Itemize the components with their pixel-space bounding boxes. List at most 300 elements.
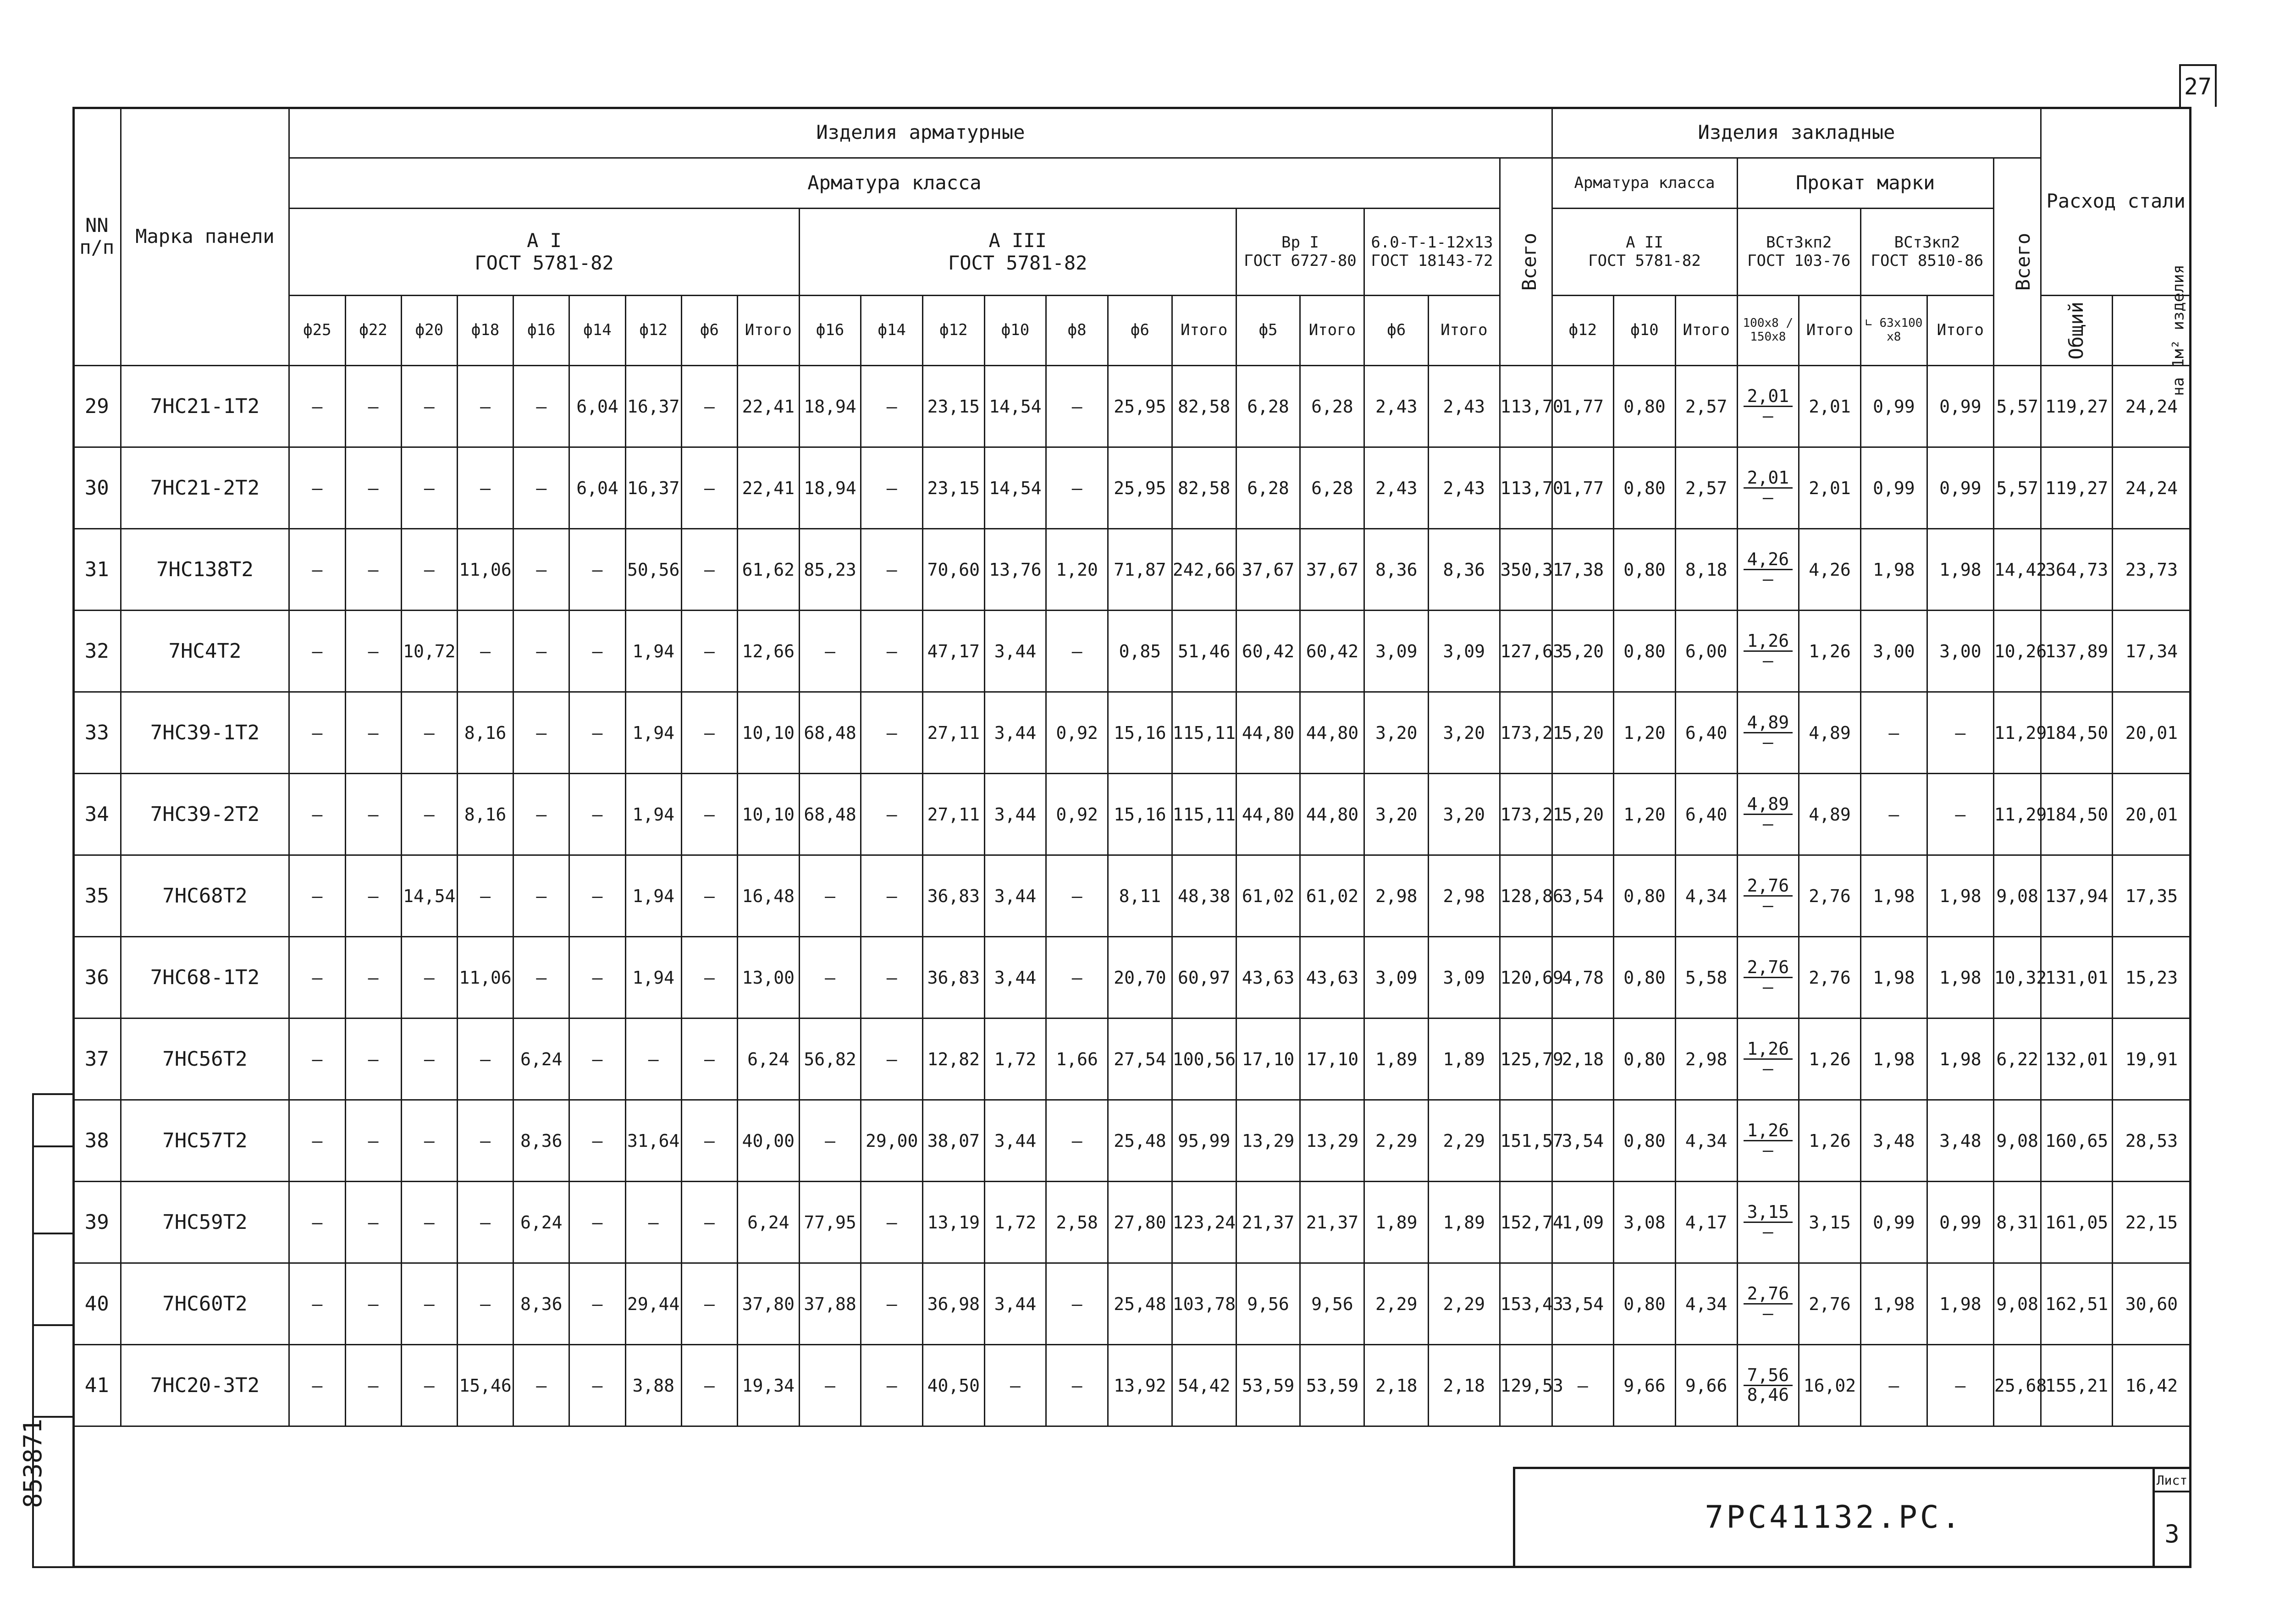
table-cell: 3,44 bbox=[984, 1100, 1046, 1182]
table-cell: 37,67 bbox=[1300, 529, 1364, 611]
table-cell: 3,44 bbox=[984, 611, 1046, 692]
table-cell: 3,00 bbox=[1860, 611, 1927, 692]
table-cell: 16,42 bbox=[2112, 1345, 2191, 1426]
table-cell: 95,99 bbox=[1172, 1100, 1236, 1182]
table-cell: 113,70 bbox=[1500, 366, 1552, 447]
table-cell: — bbox=[799, 1100, 861, 1182]
table-cell: 0,80 bbox=[1614, 1018, 1676, 1100]
table-cell: 7НС59Т2 bbox=[121, 1182, 289, 1263]
table-cell: — bbox=[289, 611, 345, 692]
table-cell: — bbox=[345, 1345, 401, 1426]
table-cell: 40,50 bbox=[923, 1345, 985, 1426]
table-cell: 37,88 bbox=[799, 1263, 861, 1345]
prokat-bottom: — bbox=[1762, 977, 1773, 997]
table-cell: 7НС21-1Т2 bbox=[121, 366, 289, 447]
table-cell: — bbox=[681, 447, 737, 529]
header-itogo: Итого bbox=[1300, 296, 1364, 366]
table-cell: 4,17 bbox=[1675, 1182, 1737, 1263]
header-dia: ф8 bbox=[1046, 296, 1108, 366]
table-cell: 10,10 bbox=[738, 774, 800, 855]
table-cell: 3,54 bbox=[1552, 1100, 1614, 1182]
table-cell: 5,57 bbox=[1993, 447, 2041, 529]
table-cell: — bbox=[861, 366, 923, 447]
table-cell: 128,86 bbox=[1500, 855, 1552, 937]
prokat-bottom: — bbox=[1762, 569, 1773, 589]
table-cell: 82,58 bbox=[1172, 447, 1236, 529]
table-cell: 7НС20-3Т2 bbox=[121, 1345, 289, 1426]
table-cell: — bbox=[799, 855, 861, 937]
table-cell: 6,00 bbox=[1675, 611, 1737, 692]
table-cell: — bbox=[401, 774, 457, 855]
table-cell: 36,83 bbox=[923, 937, 985, 1018]
table-cell: — bbox=[681, 1100, 737, 1182]
header-itogo: Итого bbox=[738, 296, 800, 366]
header-nn: NN п/п bbox=[73, 108, 121, 366]
table-cell: 68,48 bbox=[799, 692, 861, 774]
table-cell: — bbox=[289, 937, 345, 1018]
table-cell: — bbox=[569, 774, 625, 855]
table-row bbox=[73, 937, 2191, 1018]
prokat-bottom: — bbox=[1762, 406, 1773, 426]
table-cell: 6,28 bbox=[1300, 366, 1364, 447]
table-cell: 15,23 bbox=[2112, 937, 2191, 1018]
table-cell: 70,60 bbox=[923, 529, 985, 611]
table-cell: 7НС4Т2 bbox=[121, 611, 289, 692]
table-cell: 2,43 bbox=[1429, 366, 1500, 447]
table-cell: 0,99 bbox=[1860, 366, 1927, 447]
table-cell: — bbox=[861, 774, 923, 855]
table-cell: 6,24 bbox=[738, 1182, 800, 1263]
table-cell: 9,08 bbox=[1993, 855, 2041, 937]
table-cell: 10,32 bbox=[1993, 937, 2041, 1018]
table-cell: 18,94 bbox=[799, 366, 861, 447]
table-cell: — bbox=[289, 1345, 345, 1426]
table-cell: 7НС39-1Т2 bbox=[121, 692, 289, 774]
table-cell: 0,80 bbox=[1614, 1263, 1676, 1345]
table-cell: — bbox=[799, 611, 861, 692]
header-obshiy: Общий bbox=[2041, 296, 2112, 366]
table-cell: 3,44 bbox=[984, 937, 1046, 1018]
table-cell: — bbox=[681, 1345, 737, 1426]
table-cell: 6,04 bbox=[569, 447, 625, 529]
table-cell: 161,05 bbox=[2041, 1182, 2112, 1263]
table-cell: 3,48 bbox=[1927, 1100, 1993, 1182]
table-cell: — bbox=[513, 366, 569, 447]
table-cell: 242,66 bbox=[1172, 529, 1236, 611]
table-cell: 184,50 bbox=[2041, 774, 2112, 855]
table-cell: 85,23 bbox=[799, 529, 861, 611]
table-cell: 2,29 bbox=[1364, 1263, 1429, 1345]
table-cell: 77,95 bbox=[799, 1182, 861, 1263]
table-cell: 54,42 bbox=[1172, 1345, 1236, 1426]
table-cell: 7НС57Т2 bbox=[121, 1100, 289, 1182]
table-cell: 115,11 bbox=[1172, 692, 1236, 774]
table-cell: 7НС39-2Т2 bbox=[121, 774, 289, 855]
prokat-fraction-cell bbox=[1737, 1018, 1799, 1100]
table-cell: 5,58 bbox=[1675, 937, 1737, 1018]
table-cell: 1,26 bbox=[1799, 1018, 1861, 1100]
table-cell: 151,57 bbox=[1500, 1100, 1552, 1182]
table-cell: 7НС56Т2 bbox=[121, 1018, 289, 1100]
table-cell: — bbox=[401, 692, 457, 774]
table-row bbox=[73, 1100, 2191, 1182]
table-cell: 27,54 bbox=[1108, 1018, 1172, 1100]
table-cell: 3,15 bbox=[1799, 1182, 1861, 1263]
table-cell: 43,63 bbox=[1300, 937, 1364, 1018]
table-cell: 1,20 bbox=[1046, 529, 1108, 611]
table-cell: 27,11 bbox=[923, 692, 985, 774]
header-dia: ф5 bbox=[1236, 296, 1300, 366]
prokat-top: 1,26 bbox=[1744, 1122, 1793, 1141]
table-cell: 28,53 bbox=[2112, 1100, 2191, 1182]
table-cell: 11,29 bbox=[1993, 692, 2041, 774]
table-cell: 0,85 bbox=[1108, 611, 1172, 692]
table-cell: — bbox=[289, 774, 345, 855]
table-cell: 15,46 bbox=[457, 1345, 513, 1426]
table-cell: 2,29 bbox=[1429, 1263, 1500, 1345]
table-cell: 23,73 bbox=[2112, 529, 2191, 611]
table-cell: — bbox=[345, 937, 401, 1018]
header-dia: ф12 bbox=[1552, 296, 1614, 366]
table-cell: 3,20 bbox=[1429, 692, 1500, 774]
prokat-bottom: — bbox=[1762, 1303, 1773, 1323]
table-cell: 19,91 bbox=[2112, 1018, 2191, 1100]
table-cell: — bbox=[401, 366, 457, 447]
table-cell: — bbox=[569, 529, 625, 611]
prokat-bottom: — bbox=[1762, 814, 1773, 834]
table-cell: 1,94 bbox=[625, 937, 681, 1018]
table-cell: 6,28 bbox=[1236, 447, 1300, 529]
header-itogo: Итого bbox=[1927, 296, 1993, 366]
header-t6: 6.0-Т-1-12x13 ГОСТ 18143-72 bbox=[1364, 209, 1500, 296]
table-cell: 115,11 bbox=[1172, 774, 1236, 855]
table-cell: 13,29 bbox=[1300, 1100, 1364, 1182]
table-cell: 1,94 bbox=[625, 692, 681, 774]
empty-table-area bbox=[72, 1402, 2191, 1466]
prokat-fraction-cell bbox=[1737, 1182, 1799, 1263]
table-cell: 3,09 bbox=[1364, 611, 1429, 692]
table-cell: 125,79 bbox=[1500, 1018, 1552, 1100]
table-cell: 1,89 bbox=[1364, 1018, 1429, 1100]
table-cell: — bbox=[513, 774, 569, 855]
table-cell: 31,64 bbox=[625, 1100, 681, 1182]
table-cell: 3,09 bbox=[1429, 937, 1500, 1018]
table-cell: 0,99 bbox=[1860, 1182, 1927, 1263]
table-cell: 11,06 bbox=[457, 937, 513, 1018]
table-cell: — bbox=[513, 611, 569, 692]
table-cell: 22,15 bbox=[2112, 1182, 2191, 1263]
table-cell: 4,26 bbox=[1799, 529, 1861, 611]
prokat-top: 1,26 bbox=[1744, 1040, 1793, 1060]
header-a1: A I ГОСТ 5781-82 bbox=[289, 209, 799, 296]
table-cell: 131,01 bbox=[2041, 937, 2112, 1018]
header-dia: ф6 bbox=[1108, 296, 1172, 366]
table-cell: 41 bbox=[73, 1345, 121, 1426]
header-dia: ф20 bbox=[401, 296, 457, 366]
table-cell: 16,37 bbox=[625, 447, 681, 529]
table-cell: 1,98 bbox=[1927, 855, 1993, 937]
table-cell: 0,80 bbox=[1614, 611, 1676, 692]
table-cell: 1,89 bbox=[1429, 1018, 1500, 1100]
table-cell: — bbox=[1927, 774, 1993, 855]
table-cell: — bbox=[681, 1263, 737, 1345]
table-cell: 37,80 bbox=[738, 1263, 800, 1345]
table-cell: 0,80 bbox=[1614, 937, 1676, 1018]
table-cell: — bbox=[681, 692, 737, 774]
table-cell: 8,16 bbox=[457, 774, 513, 855]
table-cell: — bbox=[984, 1345, 1046, 1426]
table-cell: — bbox=[569, 611, 625, 692]
prokat-top: 2,76 bbox=[1744, 1285, 1793, 1305]
table-cell: 120,69 bbox=[1500, 937, 1552, 1018]
table-cell: — bbox=[289, 855, 345, 937]
table-cell: 7НС21-2Т2 bbox=[121, 447, 289, 529]
table-cell: 33 bbox=[73, 692, 121, 774]
table-cell: 132,01 bbox=[2041, 1018, 2112, 1100]
table-cell: 152,74 bbox=[1500, 1182, 1552, 1263]
table-cell: — bbox=[401, 1182, 457, 1263]
table-cell: — bbox=[569, 1182, 625, 1263]
table-cell: — bbox=[289, 1182, 345, 1263]
table-cell: 2,76 bbox=[1799, 937, 1861, 1018]
header-dia: ф16 bbox=[513, 296, 569, 366]
table-cell: 36 bbox=[73, 937, 121, 1018]
table-cell: 11,06 bbox=[457, 529, 513, 611]
table-cell: 24,24 bbox=[2112, 447, 2191, 529]
inventory-number: 853871 bbox=[18, 1418, 47, 1508]
table-cell: — bbox=[569, 1100, 625, 1182]
table-cell: 1,98 bbox=[1927, 529, 1993, 611]
table-cell: 1,94 bbox=[625, 855, 681, 937]
table-cell: 1,98 bbox=[1927, 937, 1993, 1018]
table-cell: 5,57 bbox=[1993, 366, 2041, 447]
table-cell: 6,24 bbox=[738, 1018, 800, 1100]
table-cell: 24,24 bbox=[2112, 366, 2191, 447]
table-cell: 0,80 bbox=[1614, 855, 1676, 937]
table-cell: 47,17 bbox=[923, 611, 985, 692]
table-cell: 173,21 bbox=[1500, 774, 1552, 855]
table-cell: 2,29 bbox=[1429, 1100, 1500, 1182]
table-cell: 2,98 bbox=[1429, 855, 1500, 937]
table-cell: 13,76 bbox=[984, 529, 1046, 611]
prokat-bottom: — bbox=[1762, 732, 1773, 752]
table-cell: — bbox=[289, 692, 345, 774]
table-cell: — bbox=[513, 692, 569, 774]
header-itogo: Итого bbox=[1799, 296, 1861, 366]
table-cell: — bbox=[1046, 1100, 1108, 1182]
table-cell: 8,18 bbox=[1675, 529, 1737, 611]
table-cell: — bbox=[345, 855, 401, 937]
header-dia: ф25 bbox=[289, 296, 345, 366]
table-cell: 2,43 bbox=[1364, 366, 1429, 447]
table-cell: — bbox=[625, 1018, 681, 1100]
header-vsego-zakl: Всего bbox=[1993, 158, 2041, 366]
table-cell: 37,67 bbox=[1236, 529, 1300, 611]
table-cell: — bbox=[513, 937, 569, 1018]
table-cell: — bbox=[861, 529, 923, 611]
table-cell: 0,99 bbox=[1927, 447, 1993, 529]
table-cell: 31 bbox=[73, 529, 121, 611]
table-cell: 0,80 bbox=[1614, 366, 1676, 447]
table-cell: — bbox=[457, 855, 513, 937]
table-cell: 53,59 bbox=[1300, 1345, 1364, 1426]
table-cell: — bbox=[681, 855, 737, 937]
table-cell: — bbox=[401, 937, 457, 1018]
table-cell: 162,51 bbox=[2041, 1263, 2112, 1345]
table-cell: 0,80 bbox=[1614, 529, 1676, 611]
table-row bbox=[73, 1182, 2191, 1263]
table-cell: 1,98 bbox=[1860, 1018, 1927, 1100]
prokat-fraction-cell bbox=[1737, 692, 1799, 774]
table-cell: 153,43 bbox=[1500, 1263, 1552, 1345]
table-cell: — bbox=[401, 1345, 457, 1426]
table-cell: 68,48 bbox=[799, 774, 861, 855]
table-cell: 51,46 bbox=[1172, 611, 1236, 692]
table-cell: — bbox=[345, 1100, 401, 1182]
table-cell: 40,00 bbox=[738, 1100, 800, 1182]
table-cell: 56,82 bbox=[799, 1018, 861, 1100]
table-cell: 2,98 bbox=[1364, 855, 1429, 937]
table-cell: 44,80 bbox=[1300, 774, 1364, 855]
table-cell: 20,01 bbox=[2112, 774, 2191, 855]
prokat-top: 7,56 bbox=[1744, 1366, 1793, 1386]
prokat-bottom: — bbox=[1762, 650, 1773, 671]
prokat-top: 2,01 bbox=[1744, 387, 1793, 407]
table-cell: 2,18 bbox=[1552, 1018, 1614, 1100]
table-cell: — bbox=[799, 1345, 861, 1426]
table-cell: — bbox=[1927, 1345, 1993, 1426]
table-cell: — bbox=[569, 855, 625, 937]
table-cell: 1,94 bbox=[625, 774, 681, 855]
prokat-bottom: — bbox=[1762, 487, 1773, 507]
header-itogo: Итого bbox=[1675, 296, 1737, 366]
table-cell: 155,21 bbox=[2041, 1345, 2112, 1426]
table-cell: 25,48 bbox=[1108, 1263, 1172, 1345]
table-cell: — bbox=[1046, 855, 1108, 937]
table-cell: — bbox=[345, 529, 401, 611]
table-row bbox=[73, 1018, 2191, 1100]
table-cell: 103,78 bbox=[1172, 1263, 1236, 1345]
table-cell: 1,72 bbox=[984, 1018, 1046, 1100]
table-cell: 4,34 bbox=[1675, 855, 1737, 937]
table-cell: 1,20 bbox=[1614, 774, 1676, 855]
table-cell: 0,80 bbox=[1614, 447, 1676, 529]
prokat-bottom: — bbox=[1762, 1140, 1773, 1160]
table-cell: 2,01 bbox=[1799, 366, 1861, 447]
table-cell: 3,20 bbox=[1364, 692, 1429, 774]
header-dia: ф6 bbox=[681, 296, 737, 366]
table-cell: 1,66 bbox=[1046, 1018, 1108, 1100]
table-cell: — bbox=[513, 529, 569, 611]
header-vsego-arm: Всего bbox=[1500, 158, 1552, 366]
table-cell: 1,98 bbox=[1860, 855, 1927, 937]
table-cell: 14,54 bbox=[984, 366, 1046, 447]
table-cell: 2,43 bbox=[1429, 447, 1500, 529]
header-izdeliya-zakladnye: Изделия закладные bbox=[1552, 108, 2041, 158]
table-cell: — bbox=[289, 1100, 345, 1182]
header-a3: A III ГОСТ 5781-82 bbox=[799, 209, 1236, 296]
table-cell: 34 bbox=[73, 774, 121, 855]
table-cell: 10,10 bbox=[738, 692, 800, 774]
table-cell: 0,92 bbox=[1046, 774, 1108, 855]
table-cell: 6,22 bbox=[1993, 1018, 2041, 1100]
table-cell: — bbox=[345, 1263, 401, 1345]
table-cell: 3,20 bbox=[1364, 774, 1429, 855]
table-cell: — bbox=[861, 1018, 923, 1100]
table-cell: — bbox=[1927, 692, 1993, 774]
table-cell: — bbox=[681, 774, 737, 855]
table-cell: — bbox=[289, 1018, 345, 1100]
table-cell: — bbox=[861, 1345, 923, 1426]
table-cell: — bbox=[513, 447, 569, 529]
table-cell: 100,56 bbox=[1172, 1018, 1236, 1100]
table-cell: 14,42 bbox=[1993, 529, 2041, 611]
table-cell: 35 bbox=[73, 855, 121, 937]
table-cell: 0,92 bbox=[1046, 692, 1108, 774]
prokat-fraction-cell bbox=[1737, 1100, 1799, 1182]
table-cell: 0,80 bbox=[1614, 1100, 1676, 1182]
table-cell: — bbox=[861, 611, 923, 692]
table-cell: 13,92 bbox=[1108, 1345, 1172, 1426]
table-cell: — bbox=[457, 1263, 513, 1345]
prokat-fraction-cell bbox=[1737, 366, 1799, 447]
table-cell: — bbox=[681, 366, 737, 447]
table-cell: 113,70 bbox=[1500, 447, 1552, 529]
table-cell: — bbox=[569, 937, 625, 1018]
table-cell: 3,09 bbox=[1429, 611, 1500, 692]
table-cell: — bbox=[345, 1182, 401, 1263]
table-cell: 4,89 bbox=[1799, 774, 1861, 855]
table-cell: — bbox=[289, 529, 345, 611]
table-cell: 60,42 bbox=[1236, 611, 1300, 692]
prokat-bottom: 8,46 bbox=[1747, 1385, 1789, 1405]
table-cell: 13,00 bbox=[738, 937, 800, 1018]
table-cell: 3,00 bbox=[1927, 611, 1993, 692]
table-row bbox=[73, 529, 2191, 611]
table-cell: 1,77 bbox=[1552, 447, 1614, 529]
table-cell: 2,18 bbox=[1429, 1345, 1500, 1426]
header-dia: ф18 bbox=[457, 296, 513, 366]
table-cell: — bbox=[1860, 692, 1927, 774]
header-dia: ф14 bbox=[569, 296, 625, 366]
table-cell: 82,58 bbox=[1172, 366, 1236, 447]
table-cell: — bbox=[289, 1263, 345, 1345]
table-cell: 13,29 bbox=[1236, 1100, 1300, 1182]
table-cell: 36,83 bbox=[923, 855, 985, 937]
header-rashod: Расход стали bbox=[2041, 108, 2191, 296]
header-zakl-armatura: Арматура класса bbox=[1552, 158, 1737, 209]
table-cell: 29 bbox=[73, 366, 121, 447]
table-cell: 5,20 bbox=[1552, 611, 1614, 692]
table-cell: 5,20 bbox=[1552, 774, 1614, 855]
table-cell: 22,41 bbox=[738, 366, 800, 447]
table-cell: 8,31 bbox=[1993, 1182, 2041, 1263]
table-cell: 1,89 bbox=[1364, 1182, 1429, 1263]
table-cell: 1,98 bbox=[1860, 529, 1927, 611]
table-cell: 1,89 bbox=[1429, 1182, 1500, 1263]
table-cell: 20,70 bbox=[1108, 937, 1172, 1018]
table-cell: 1,98 bbox=[1927, 1018, 1993, 1100]
table-cell: 21,37 bbox=[1236, 1182, 1300, 1263]
table-cell: 1,98 bbox=[1860, 937, 1927, 1018]
table-cell: 6,28 bbox=[1300, 447, 1364, 529]
table-cell: 2,57 bbox=[1675, 366, 1737, 447]
table-cell: 9,56 bbox=[1236, 1263, 1300, 1345]
prokat-top: 4,26 bbox=[1744, 551, 1793, 570]
table-cell: 2,76 bbox=[1799, 1263, 1861, 1345]
table-cell: 127,63 bbox=[1500, 611, 1552, 692]
table-cell: 61,02 bbox=[1300, 855, 1364, 937]
